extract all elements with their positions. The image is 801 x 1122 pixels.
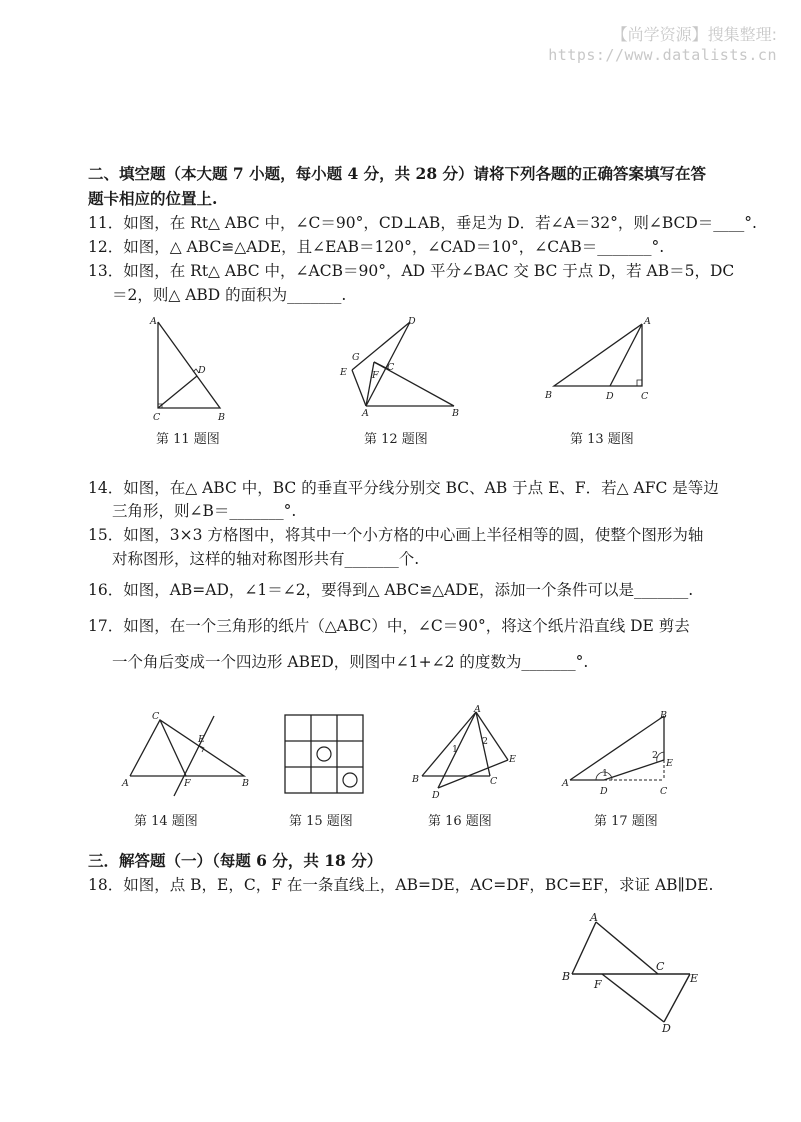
question-17: 17．如图，在一个三角形的纸片（△ABC）中，∠C＝90°，将这个纸片沿直线 DE 剪去 [88, 617, 690, 635]
question-18: 18．如图，点 B，E，C，F 在一条直线上，AB=DE，AC=DF，BC=EF，求证 AB∥DE. [88, 876, 714, 894]
question-15: 15．如图，3×3 方格图中，将其中一个小方格的中心画上半径相等的圆，使整个图形为轴 [88, 526, 704, 544]
fig16-label-b: B [412, 774, 419, 785]
caption-fig12: 第 12 题图 [364, 432, 428, 447]
fig12-label-g: G [352, 352, 360, 363]
fig16-label-a: A [474, 704, 481, 715]
fig18-label-d: D [662, 1022, 671, 1035]
caption-fig16: 第 16 题图 [428, 814, 492, 829]
question-13: 13．如图，在 Rt△ ABC 中，∠ACB＝90°，AD 平分∠BAC 交 BC 于点 D，若 AB＝5，DC [88, 262, 735, 280]
fig18-label-a: A [590, 911, 598, 924]
question-11: 11．如图，在 Rt△ ABC 中，∠C＝90°，CD⊥AB，垂足为 D．若∠A＝32°，则∠BCD＝____°. [88, 214, 757, 232]
fig12-label-e: E [340, 367, 347, 378]
fig14-label-e: E [198, 734, 205, 745]
fig11-label-a: A [150, 316, 157, 327]
fig16-label-d: D [432, 790, 440, 800]
figure-18 [556, 910, 706, 1036]
question-14: 14．如图，在△ ABC 中，BC 的垂直平分线分别交 BC、AB 于点 E、F．若△ AFC 是等边 [88, 479, 719, 497]
fig18-label-c: C [656, 960, 665, 973]
caption-fig17: 第 17 题图 [594, 814, 658, 829]
question-14-cont: 三角形，则∠B＝_______°. [112, 502, 297, 520]
caption-fig11: 第 11 题图 [156, 432, 220, 447]
question-13-cont: ＝2，则△ ABD 的面积为_______. [112, 286, 347, 304]
fig12-label-a: A [362, 408, 369, 419]
fig16-label-1: 1 [452, 744, 459, 755]
fig14-label-c: C [152, 711, 160, 722]
fig11-label-c: C [153, 412, 161, 420]
caption-fig15: 第 15 题图 [289, 814, 353, 829]
caption-fig13: 第 13 题图 [570, 432, 634, 447]
question-12: 12．如图，△ ABC≌△ADE，且∠EAB＝120°，∠CAD＝10°，∠CAB＝_______°. [88, 238, 665, 256]
fig13-label-d: D [606, 391, 614, 402]
fig14-label-b: B [242, 778, 249, 789]
fig12-label-b: B [452, 408, 459, 419]
section3-title: 三．解答题（一）（每题 6 分，共 18 分） [88, 851, 383, 870]
section2-title-cont: 题卡相应的位置上. [88, 189, 218, 208]
fig18-label-e: E [690, 972, 699, 985]
fig11-label-d: D [198, 365, 206, 376]
fig12-label-f: F [372, 370, 379, 381]
fig12-label-c: C [387, 362, 395, 373]
figure-14 [118, 706, 258, 798]
figure-11 [138, 310, 238, 420]
fig11-label-b: B [218, 412, 225, 420]
watermark-url: https://www.datalists.cn [548, 46, 777, 64]
figure-17 [560, 708, 678, 802]
fig14-label-f: F [184, 778, 191, 789]
fig14-label-a: A [122, 778, 129, 789]
fig17-label-e: E [666, 758, 673, 769]
fig17-label-d: D [600, 786, 608, 797]
fig16-label-e: E [509, 754, 516, 765]
question-15-cont: 对称图形，这样的轴对称图形共有_______个. [112, 550, 420, 568]
section2-title: 二、填空题（本大题 7 小题，每小题 4 分，共 28 分）请将下列各题的正确答案填写在答 [88, 164, 707, 183]
fig18-label-b: B [562, 970, 571, 983]
fig13-label-a: A [644, 316, 651, 327]
fig13-label-c: C [641, 391, 649, 402]
figure-16 [408, 704, 526, 800]
fig12-label-d: D [408, 316, 416, 327]
figure-12 [330, 312, 470, 420]
fig13-label-b: B [545, 390, 552, 401]
fig18-label-f: F [594, 978, 602, 991]
figure-13 [540, 310, 660, 420]
question-16: 16．如图，AB=AD，∠1＝∠2，要得到△ ABC≌△ADE，添加一个条件可以是_______. [88, 581, 694, 599]
fig16-label-2: 2 [482, 736, 489, 747]
fig17-label-a: A [562, 778, 569, 789]
watermark-title: 【尚学资源】搜集整理: [611, 25, 777, 44]
figure-15 [284, 714, 366, 796]
question-17-cont: 一个角后变成一个四边形 ABED，则图中∠1+∠2 的度数为_______°. [112, 653, 589, 671]
fig17-label-1: 1 [602, 768, 609, 779]
fig16-label-c: C [490, 776, 498, 787]
fig17-label-c: C [660, 786, 668, 797]
caption-fig14: 第 14 题图 [134, 814, 198, 829]
fig17-label-b: B [660, 710, 667, 721]
fig17-label-2: 2 [652, 750, 659, 761]
